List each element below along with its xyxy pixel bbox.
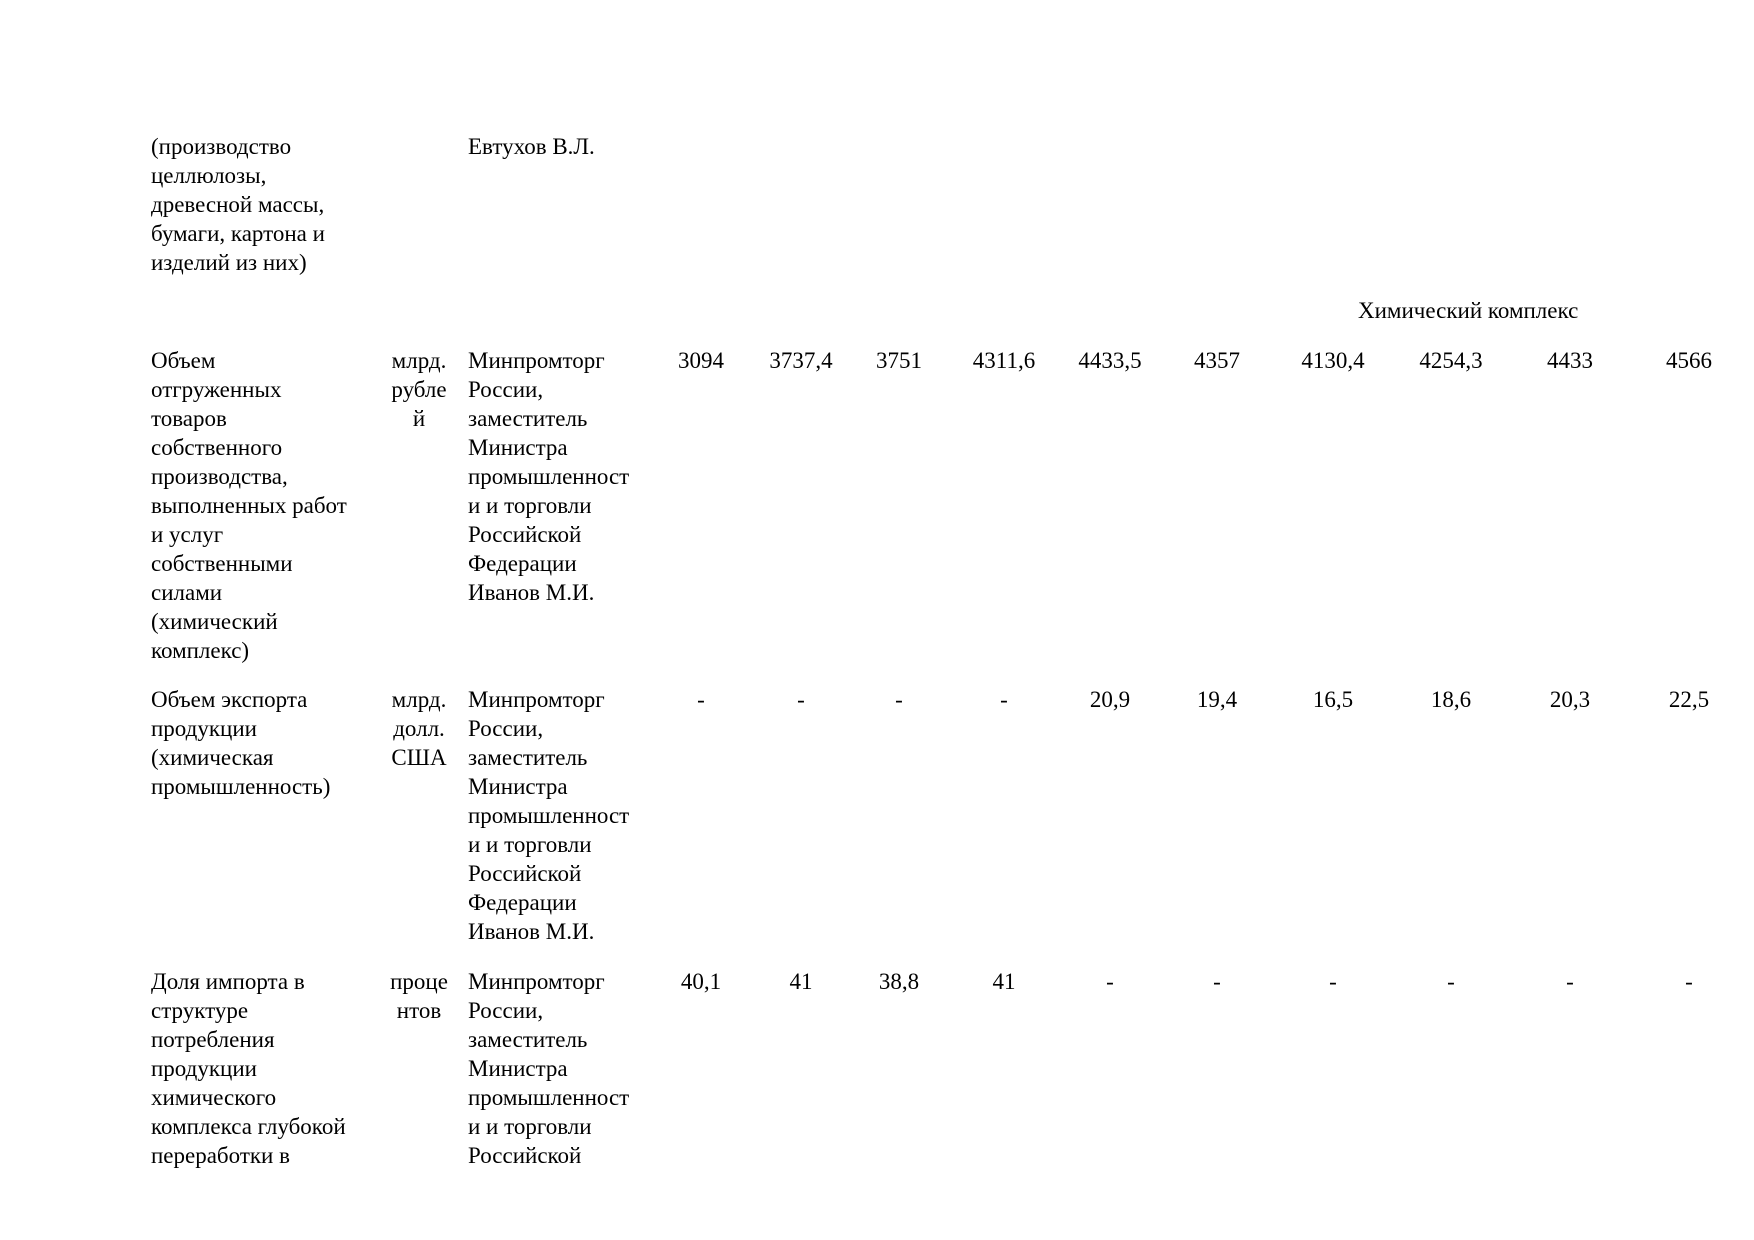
value-cell: - xyxy=(1566,969,1574,994)
value-cell: - xyxy=(697,687,705,712)
responsible: Минпромторг России, заместитель Министра промышленност и и торговли Российской Федерации Иванов М.И. xyxy=(468,687,630,944)
value-cell: 3094 xyxy=(678,348,724,373)
indicator-name: Доля импорта в структуре потребления продукции химического комплекса глубокой переработки в xyxy=(151,969,346,1168)
responsible: Минпромторг России, заместитель Министра промышленност и и торговли Российской Федерации Иванов М.И. xyxy=(468,348,630,605)
value-cell: 38,8 xyxy=(878,969,920,994)
value-cell: 4254,3 xyxy=(1419,348,1483,373)
value-cell: 16,5 xyxy=(1312,687,1354,712)
value-cell: 41 xyxy=(992,969,1016,994)
value-cell: - xyxy=(1213,969,1221,994)
value-cell: - xyxy=(1329,969,1337,994)
value-cell: 4433,5 xyxy=(1078,348,1142,373)
value-cell: - xyxy=(797,687,805,712)
value-cell: 3751 xyxy=(876,348,922,373)
unit: млрд. долл. США xyxy=(391,687,447,770)
indicator-name: Объем экспорта продукции (химическая промышленность) xyxy=(151,687,331,799)
value-cell: 40,1 xyxy=(680,969,722,994)
value-cell: - xyxy=(895,687,903,712)
value-cell: 41 xyxy=(789,969,813,994)
value-cell: 19,4 xyxy=(1196,687,1238,712)
value-cell: - xyxy=(1685,969,1693,994)
section-title: Химический комплекс xyxy=(1358,298,1579,323)
value-cell: 4311,6 xyxy=(972,348,1036,373)
value-cell: - xyxy=(1106,969,1114,994)
unit: млрд. рубле й xyxy=(391,348,447,431)
value-cell: - xyxy=(1447,969,1455,994)
value-cell: - xyxy=(1000,687,1008,712)
value-cell: 18,6 xyxy=(1430,687,1472,712)
responsible: Минпромторг России, заместитель Министра промышленност и и торговли Российской xyxy=(468,969,630,1168)
value-cell: 4566 xyxy=(1666,348,1712,373)
value-cell: 4130,4 xyxy=(1301,348,1365,373)
prev-row-name: (производство целлюлозы, древесной массы, бумаги, картона и изделий из них) xyxy=(151,134,325,275)
value-cell: 20,9 xyxy=(1089,687,1131,712)
indicator-name: Объем отгруженных товаров собственного производства, выполненных работ и услуг собственными силами (химический комплекс) xyxy=(151,348,347,663)
value-cell: 20,3 xyxy=(1549,687,1591,712)
value-cell: 3737,4 xyxy=(769,348,833,373)
value-cell: 4433 xyxy=(1547,348,1593,373)
prev-row-responsible: Евтухов В.Л. xyxy=(468,134,595,159)
value-cell: 4357 xyxy=(1194,348,1240,373)
unit: проце нтов xyxy=(390,969,448,1023)
value-cell: 22,5 xyxy=(1668,687,1710,712)
